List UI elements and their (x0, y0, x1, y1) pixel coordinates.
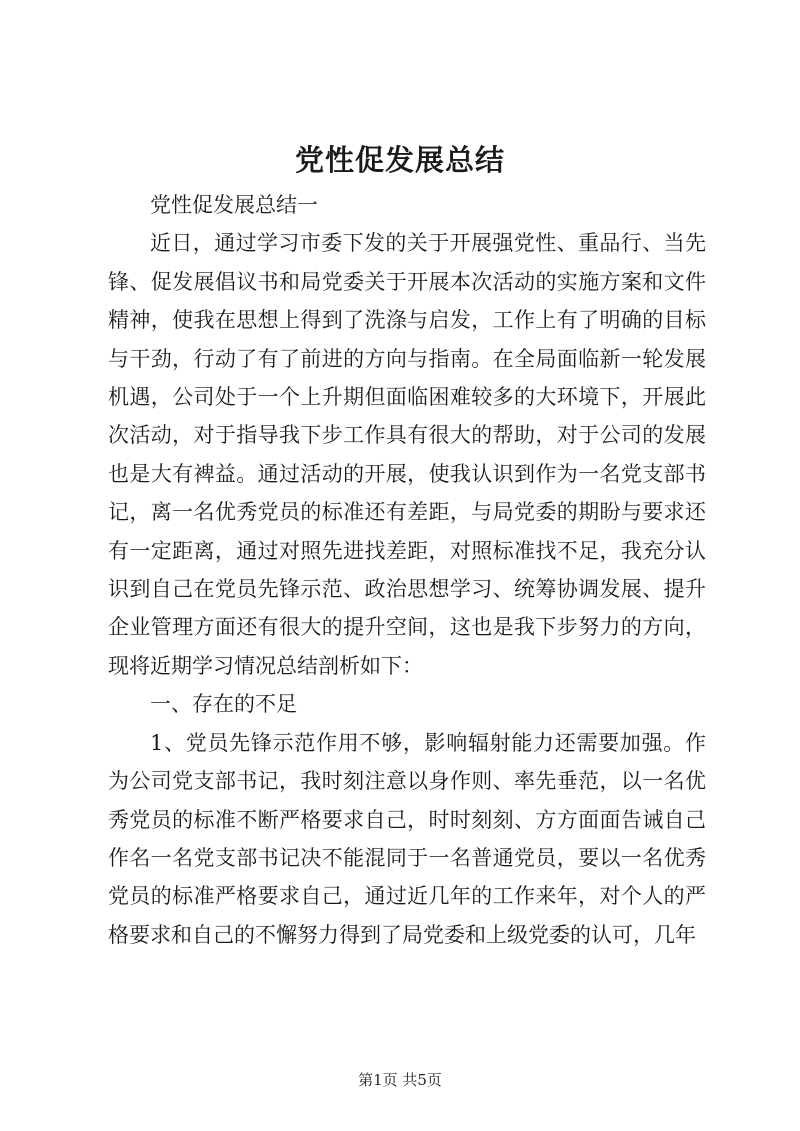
paragraph-subtitle: 党性促发展总结一 (150, 193, 318, 217)
document-body (108, 186, 706, 954)
paragraph-point-1: 1、党员先锋示范作用不够，影响辐射能力还需要加强。作为公司党支部书记，我时刻注意以身作则、率先垂范，以一名优秀党员的标准不断严格要求自己，时时刻刻、方方面面告诫自己作名一名党支部书记决不能混同于一名普通党员，要以一名优秀党员的标准严格要求自己，通过近几年的工作来年，对个人的严格要求和自己的不懈努力得到了局党委和上级党委的认可，几年 (108, 730, 706, 947)
section-heading: 一、存在的不足 (150, 692, 297, 717)
document-title: 党性促发展总结 (294, 143, 505, 177)
page-footer: 第1页 共5页 (358, 1071, 442, 1089)
paragraph-intro: 近日，通过学习市委下发的关于开展强党性、重品行、当先锋、促发展倡议书和局党委关于开展本次活动的实施方案和文件精神，使我在思想上得到了洗涤与启发，工作上有了明确的目标与干劲，行动了有了前进的方向与指南。在全局面临新一轮发展机遇，公司处于一个上升期但面临困难较多的大环境下，开展此次活动，对于指导我下步工作具有很大的帮助，对于公司的发展也是大有裨益。通过活动的开展，使我认识到作为一名党支部书记，离一名优秀党员的标准还有差距，与局党委的期盼与要求还有一定距离，通过对照先进找差距，对照标准找不足，我充分认识到自己在党员先锋示范、政治思想学习、统筹协调发展、提升企业管理方面还有很大的提升空间，这也是我下步努力的方向，现将近期学习情况总结剖析如下： (108, 231, 706, 678)
